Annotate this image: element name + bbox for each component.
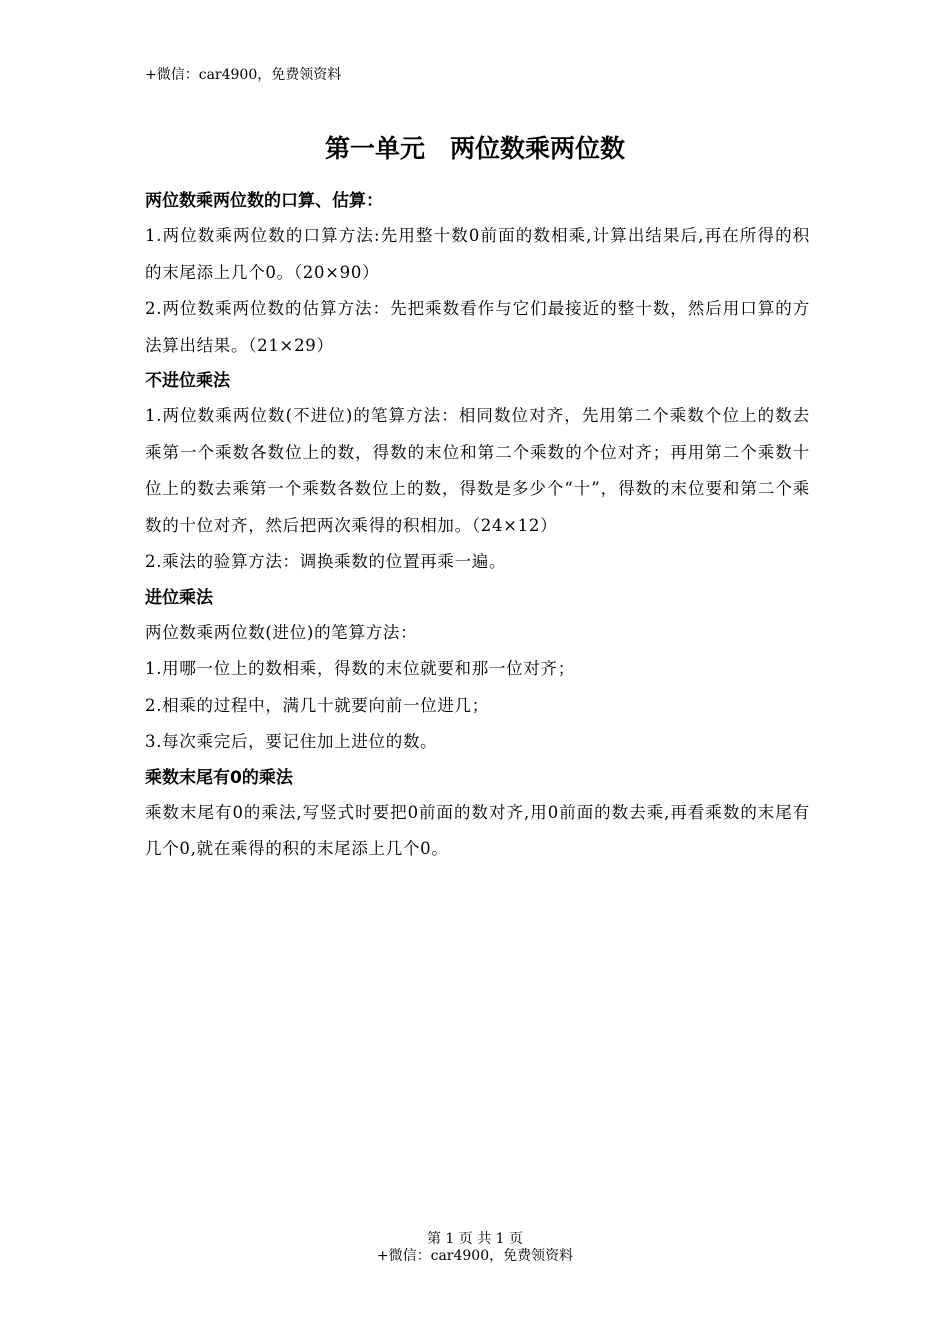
- header-note: +微信：car4900，免费领资料: [145, 67, 342, 83]
- section-heading-carry: 进位乘法: [145, 587, 213, 608]
- section-heading-no-carry: 不进位乘法: [145, 371, 230, 391]
- paragraph-oral-method: 1.两位数乘两位数的口算方法:先用整十数0前面的数相乘,计算出结果后,再在所得的积的末尾添上几个0。（20×90）: [145, 226, 810, 282]
- paragraph-written-method: 1.两位数乘两位数(不进位)的笔算方法：相同数位对齐，先用第二个乘数个位上的数去乘第一个乘数各数位上的数，得数的末位和第二个乘数的个位对齐；再用第二个乘数十位上的数去乘第一个乘数各数位上的数，得数是多少个“十”，得数的末位要和第二个乘数的十位对齐，然后把两次乘得的积相加。（24×12）: [145, 406, 810, 535]
- paragraph-carry-rule-1: 1.用哪一位上的数相乘，得数的末位就要和那一位对齐；: [145, 659, 575, 678]
- paragraph-carry-rule-2: 2.相乘的过程中，满几十就要向前一位进几；: [145, 695, 489, 715]
- paragraph-verification: 2.乘法的验算方法：调换乘数的位置再乘一遍。: [145, 552, 507, 571]
- paragraph-carry-intro: 两位数乘两位数(进位)的笔算方法：: [145, 622, 418, 642]
- section-heading-oral-estimate: 两位数乘两位数的口算、估算：: [145, 191, 383, 211]
- document-body: [145, 184, 810, 868]
- footer-page-number: 第 1 页 共 1 页: [426, 1231, 524, 1247]
- paragraph-carry-rule-3: 3.每次乘完后，要记住加上进位的数。: [145, 732, 438, 751]
- footer-note: +微信：car4900，免费领资料: [376, 1248, 574, 1264]
- paragraph-estimate-method: 2.两位数乘两位数的估算方法：先把乘数看作与它们最接近的整十数，然后用口算的方法算出结果。（21×29）: [145, 299, 810, 355]
- page-title: 第一单元 两位数乘两位数: [324, 134, 625, 163]
- paragraph-trailing-zero: 乘数末尾有0的乘法,写竖式时要把0前面的数对齐,用0前面的数去乘,再看乘数的末尾有几个0,就在乘得的积的末尾添上几个0。: [145, 802, 810, 858]
- section-heading-trailing-zero: 乘数末尾有0的乘法: [145, 767, 293, 788]
